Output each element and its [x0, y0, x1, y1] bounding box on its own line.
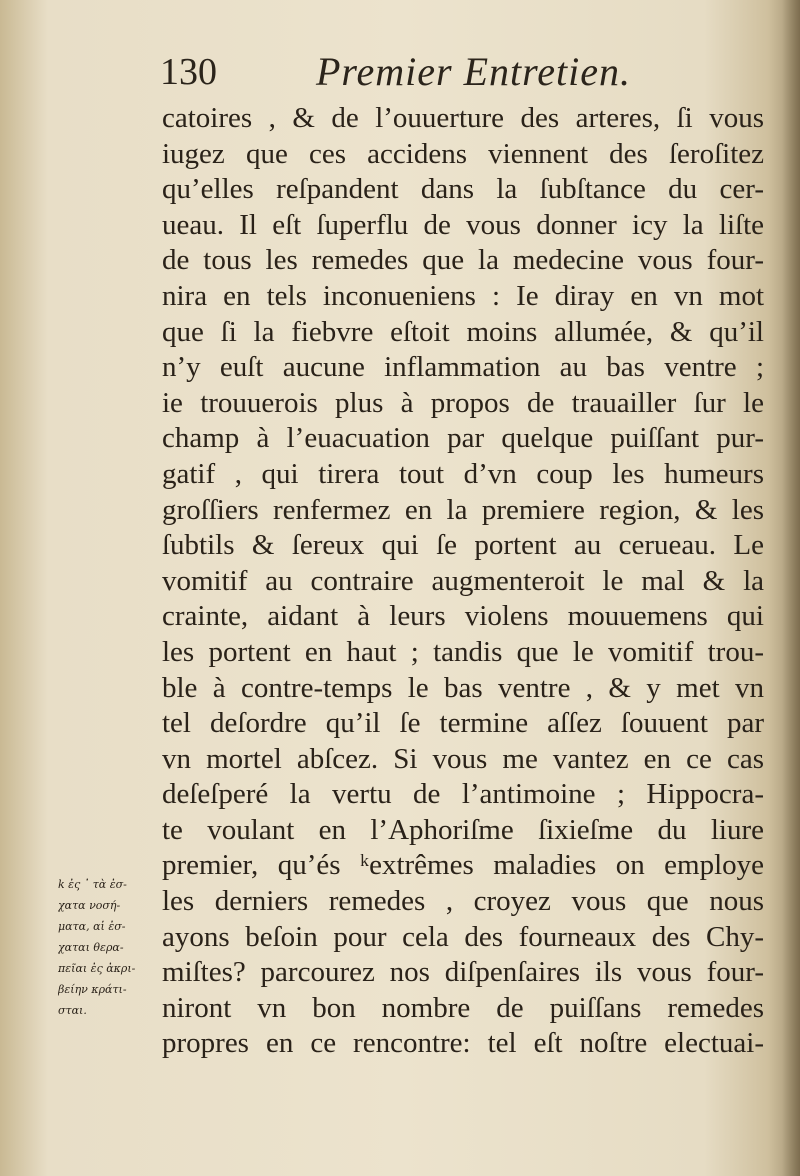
- text-line: les derniers remedes , croyez vous que nous: [162, 885, 764, 918]
- text-line: ie trouuerois plus à propos de trauailler ſur le: [162, 386, 764, 419]
- text-line: gatif , qui tirera tout d’vn coup les humeurs: [162, 457, 764, 490]
- text-line: groſſiers renfermez en la premiere region, & les: [162, 493, 764, 526]
- text-line: de tous les remedes que la medecine vous four-: [162, 244, 764, 277]
- margin-note-line: χατα νοσή-: [58, 899, 121, 912]
- text-line: ſubtils & ſereux qui ſe portent au cerueau. Le: [162, 529, 764, 562]
- text-line: te voulant en l’Aphoriſme ſixieſme du liure: [162, 813, 764, 846]
- text-line: propres en ce rencontre: tel eſt noſtre electuai-: [162, 1027, 764, 1060]
- text-line: que ſi la fiebvre eſtoit moins allumée, & qu’il: [162, 315, 764, 348]
- page-number: 130: [160, 51, 217, 93]
- body-text: [162, 101, 764, 1062]
- margin-note-line: βείην κράτι-: [58, 983, 127, 996]
- margin-note-line: χαται θερα-: [58, 941, 124, 954]
- text-line: crainte, aidant à leurs violens mouuemens qui: [162, 600, 764, 633]
- text-line: qu’elles reſpandent dans la ſubſtance du cer-: [162, 173, 764, 206]
- text-line: n’y euſt aucune inflammation au bas ventre ;: [162, 351, 764, 384]
- margin-note: [58, 874, 158, 1021]
- page-header: [150, 48, 760, 98]
- text-line: ayons beſoin pour cela des fourneaux des Chy-: [162, 920, 764, 953]
- text-line: champ à l’euacuation par quelque puiſſant pur-: [162, 422, 764, 455]
- text-line: les portent en haut ; tandis que le vomitif trou-: [162, 635, 764, 668]
- text-line: miſtes? parcourez nos diſpenſaires ils vous four-: [162, 956, 764, 989]
- text-line: iugez que ces accidens viennent des ſeroſitez: [162, 137, 764, 170]
- margin-note-line: σται.: [58, 1004, 87, 1017]
- text-line: nira en tels inconueniens : Ie diray en vn mot: [162, 279, 764, 312]
- text-line: vn mortel abſcez. Si vous me vantez en ce cas: [162, 742, 764, 775]
- running-head: Premier Entretien.: [316, 49, 631, 94]
- text-line: niront vn bon nombre de puiſſans remedes: [162, 991, 764, 1024]
- text-line: vomitif au contraire augmenteroit le mal & la: [162, 564, 764, 597]
- text-line: ble à contre-temps le bas ventre , & y met vn: [162, 671, 764, 704]
- margin-note-line: k ἐς ᾿ τὰ ἐσ-: [58, 878, 127, 891]
- text-line: tel deſordre qu’il ſe termine aſſez ſouuent par: [162, 707, 764, 740]
- text-line: deſeſperé la vertu de l’antimoine ; Hippocra-: [162, 778, 764, 811]
- text-line: premier, qu’és ᵏextrêmes maladies on employe: [162, 849, 764, 882]
- margin-note-line: ματα, αἱ ἐσ-: [58, 920, 126, 933]
- text-line: ueau. Il eſt ſuperflu de vous donner icy la liſte: [162, 208, 764, 241]
- margin-note-line: πεῖαι ἐς ἀκρι-: [58, 962, 136, 975]
- text-line: catoires , & de l’ouuerture des arteres, ſi vous: [162, 102, 764, 134]
